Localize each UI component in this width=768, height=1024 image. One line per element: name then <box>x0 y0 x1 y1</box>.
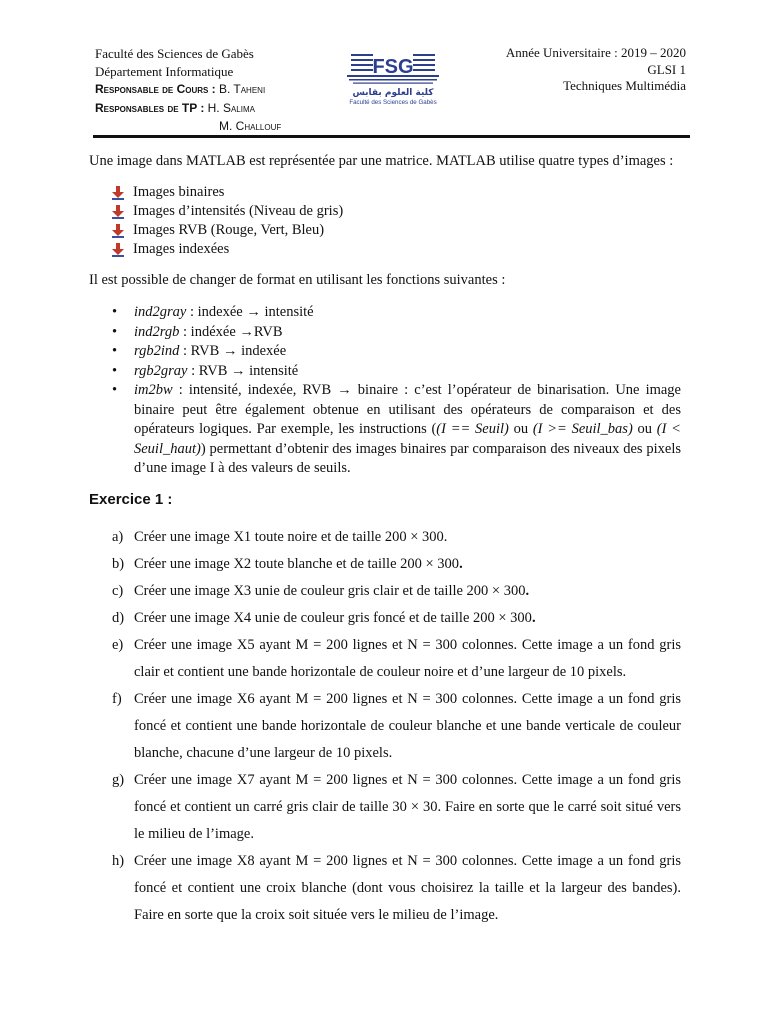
item-label: h) <box>112 852 125 869</box>
item-text: Créer une image X6 ayant M = 200 lignes et N = 300 colonnes. Cette image a un fond gris foncé et contient une bande horizontale de couleur blanche et une bande verticale de couleur blanche, chacune d’une largeur de 10 pixels. <box>134 690 681 761</box>
item-label: a) <box>112 528 124 545</box>
expr-less: (I < Seuil_haut) <box>134 421 681 457</box>
tp-responsible <box>95 99 281 118</box>
arrow-down-bullet-icon <box>111 224 125 238</box>
course-label: Responsable de Cours : <box>95 82 216 96</box>
function-name: ind2rgb <box>134 323 180 340</box>
exercise-item <box>89 767 681 848</box>
image-type-binary: Images binaires <box>133 184 225 200</box>
tp-name-2: M. Challouf <box>219 119 282 133</box>
exercise-item <box>89 686 681 767</box>
academic-year: Année Universitaire : 2019 – 2020 <box>505 45 686 60</box>
im2bw-text: : intensité, indexée, RVB → binaire : c’est l’opérateur de binarisation. Une image binaire peut être également obtenue en utilisant des opérateurs de comparaison et des opérateurs logiques. Par exemple, les instructions ( <box>134 382 681 437</box>
list-item <box>112 323 681 343</box>
list-item <box>111 202 681 221</box>
header-left <box>95 45 281 136</box>
image-types-list <box>89 183 681 259</box>
im2bw-text: ou <box>632 421 657 437</box>
item-text: Créer une image X3 unie de couleur gris clair et de taille 200 × 300 <box>134 582 526 599</box>
im2bw-text: ) permettant d’obtenir des images binaires par comparaison des niveaux des pixels d’une image I à des valeurs de seuils. <box>134 440 681 476</box>
image-type-indexed: Images indexées <box>133 241 230 257</box>
function-name: rgb2gray <box>134 362 188 379</box>
arrow-down-bullet-icon <box>111 186 125 200</box>
exercise-title: Exercice 1 : <box>89 490 173 508</box>
logo-text: FSG <box>372 56 414 78</box>
item-text: Créer une image X7 ayant M = 200 lignes et N = 300 colonnes. Cette image a un fond gris foncé et contient un carré gris clair de taille 30 × 30. Faire en sorte que le carré soit situé vers le milieu de l’image. <box>134 771 681 842</box>
document-body <box>89 152 681 929</box>
tp-name-1: H. Salima <box>207 100 255 115</box>
item-label: b) <box>112 555 125 572</box>
item-text: Créer une image X1 toute noire et de taille 200 × 300. <box>134 528 448 545</box>
course-name: B. Taheni <box>218 82 266 96</box>
item-label: f) <box>112 690 122 707</box>
item-label: c) <box>112 582 124 599</box>
subject-name: Techniques Multimédia <box>563 78 686 93</box>
course-responsible <box>95 80 281 99</box>
image-type-intensity: Images d’intensités (Niveau de gris) <box>133 203 344 219</box>
exercise-item <box>89 524 681 551</box>
expr-equal: (I == Seuil) <box>436 421 509 437</box>
logo-arabic: كلية العلوم بقابس <box>352 88 434 98</box>
faculty-name: Faculté des Sciences de Gabès <box>95 46 254 61</box>
exercise-item: b) Créer une image X2 toute blanche et de taille 200 × 300. <box>89 551 681 578</box>
intro-paragraph: Une image dans MATLAB est représentée par une matrice. MATLAB utilise quatre types d’images : <box>89 153 674 169</box>
logo-caption: Faculté des Sciences de Gabès <box>349 99 437 106</box>
list-item <box>112 303 681 323</box>
item-label: e) <box>112 636 124 653</box>
exercise-item <box>89 848 681 929</box>
list-item <box>112 362 681 382</box>
list-item <box>111 221 681 240</box>
department-name: Département Informatique <box>95 63 234 79</box>
expr-greater: (I >= Seuil_bas) <box>532 421 633 437</box>
fsg-logo <box>343 48 443 108</box>
function-name: ind2gray <box>134 304 187 320</box>
image-type-rgb: Images RVB (Rouge, Vert, Bleu) <box>133 222 325 238</box>
function-desc: : indéxée →RVB <box>179 323 283 340</box>
class-name: GLSI 1 <box>647 61 686 77</box>
exercise-item <box>89 632 681 686</box>
conversion-intro: Il est possible de changer de format en utilisant les fonctions suivantes : <box>89 272 506 288</box>
tp-label: Responsables de TP : <box>95 100 205 115</box>
arrow-down-bullet-icon <box>111 243 125 257</box>
list-item <box>112 381 681 479</box>
im2bw-text: ou <box>508 421 533 437</box>
function-name: im2bw <box>134 382 173 398</box>
exercise-item: c) Créer une image X3 unie de couleur gris clair et de taille 200 × 300. <box>89 578 681 605</box>
item-label: g) <box>112 771 125 788</box>
list-item <box>111 183 681 202</box>
item-label: d) <box>112 609 125 626</box>
item-text: Créer une image X8 ayant M = 200 lignes et N = 300 colonnes. Cette image a un fond gris foncé et contient une croix blanche (dont vous choisirez la taille et la largeur des bandes). Faire en sorte que la croix soit située vers le milieu de l’image. <box>134 852 681 923</box>
function-desc: : RVB → intensité <box>187 362 299 379</box>
list-item <box>112 342 681 362</box>
item-text: Créer une image X5 ayant M = 200 lignes et N = 300 colonnes. Cette image a un fond gris clair et contient une bande horizontale de couleur noire et d’une largeur de 10 pixels. <box>134 636 681 680</box>
item-text: Créer une image X2 toute blanche et de taille 200 × 300 <box>134 555 460 572</box>
header-divider <box>93 135 690 138</box>
functions-list <box>89 303 681 479</box>
function-desc: : RVB → indexée <box>179 343 287 359</box>
header-right <box>506 45 686 95</box>
function-desc: : indexée → intensité <box>186 304 314 320</box>
arrow-down-bullet-icon <box>111 205 125 219</box>
exercise-item: d) Créer une image X4 unie de couleur gris foncé et de taille 200 × 300. <box>89 605 681 632</box>
list-item <box>111 240 681 259</box>
exercise-list <box>89 524 681 929</box>
item-text: Créer une image X4 unie de couleur gris foncé et de taille 200 × 300 <box>134 609 532 626</box>
function-name: rgb2ind <box>134 343 180 359</box>
